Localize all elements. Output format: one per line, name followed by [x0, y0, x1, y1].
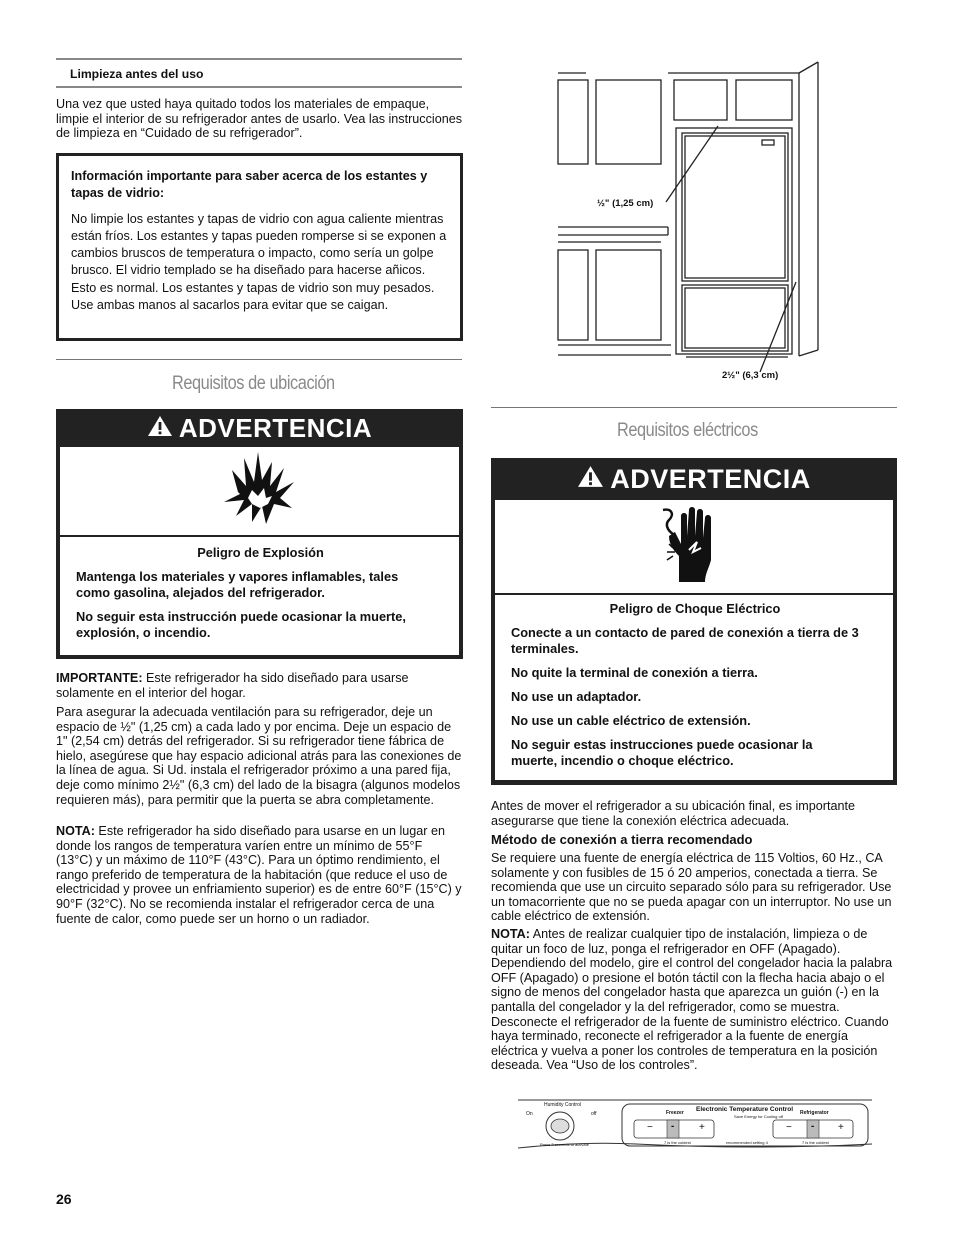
explosion-icon: [222, 452, 298, 531]
note-text: Este refrigerador ha sido diseñado para usarse en un lugar en donde los rangos de temperatura varíen entre un mínimo de 55°F (13°C) y un máximo de 110°F (43°C). Para un óptimo rendimiento, el rango preferido de temperatura de la habitación (que reduce el uso de electricidad y provee un enfriamiento superior) es de entre 60°F (15°C) y 90°F (32°C). No se recomienda instalar el refrigerador cerca de una fuente de calor, como puede ser un horno o un radiador.: [56, 824, 462, 926]
shock-warning-line1: Conecte a un contacto de pared de conexión a tierra de 3 terminales.: [511, 625, 859, 656]
refrigerator-minus-button[interactable]: −: [786, 1122, 792, 1133]
explosion-warning-body: [60, 537, 459, 655]
location-title: Requisitos de ubicación: [172, 373, 335, 394]
warning-header-text: ADVERTENCIA: [178, 412, 373, 443]
shock-warning-line5: No seguir estas instrucciones puede ocasionar la muerte, incendio o choque eléctrico.: [511, 737, 813, 768]
humidity-press-label: Press 3 seconds to activate: [540, 1142, 589, 1147]
warning-header: [493, 460, 895, 498]
refrigerator-plus-button[interactable]: +: [838, 1122, 844, 1133]
electrical-rule: [491, 407, 897, 408]
explosion-warning-line1: Mantenga los materiales y vapores inflamables, tales como gasolina, alejados del refrigerador.: [76, 569, 399, 600]
electric-shock-hand-icon: [659, 504, 729, 589]
shock-hazard-title: Peligro de Choque Eléctrico: [609, 601, 781, 616]
glass-info-box: [56, 153, 463, 341]
freezer-minus-button[interactable]: −: [647, 1122, 653, 1133]
freezer-display: -: [671, 1121, 675, 1132]
explosion-hazard-title: Peligro de Explosión: [197, 545, 324, 560]
note-label: NOTA:: [491, 927, 530, 941]
note-label: NOTA:: [56, 824, 95, 838]
shock-warning-line3: No use un adaptador.: [511, 689, 642, 704]
recommended-setting-note: recommended setting 4: [726, 1140, 768, 1145]
cleaning-heading: Limpieza antes del uso: [70, 67, 204, 81]
dimension-half-inch-label: ½" (1,25 cm): [597, 198, 654, 209]
etc-title: Electronic Temperature Control: [696, 1106, 794, 1113]
shock-warning-line2: No quite la terminal de conexión a tierra.: [511, 665, 758, 680]
shock-warning-body: [495, 595, 893, 780]
warning-header-text: ADVERTENCIA: [610, 463, 811, 494]
location-rule: [56, 359, 462, 360]
important-text: Este refrigerador ha sido diseñado para usarse solamente en el interior del hogar.: [56, 671, 409, 700]
refrigerator-coldest-note: 7 is the coldest: [802, 1140, 829, 1145]
power-off-note-paragraph: [491, 927, 897, 1073]
freezer-coldest-note: 7 is the coldest: [664, 1140, 691, 1145]
warning-header: [58, 411, 461, 445]
freezer-label: Freezer: [666, 1110, 684, 1116]
important-label: IMPORTANTE:: [56, 671, 143, 685]
explosion-warning: [56, 409, 463, 659]
note-text: Antes de realizar cualquier tipo de instalación, limpieza o de quitar un foco de luz, ponga el refrigerador en OFF (Apagado). Dependiendo del modelo, gire el control del congelador hacia la palabra OFF (Apagado) o presione el botón táctil con la flecha hacia abajo o el signo de menos del congelador hasta que aparezca un guión (-) en la pantalla del congelador y la del refrigerador, como se muestra. Desconecte el refrigerador de la fuente de suministro eléctrico. Cuando haya terminado, reconecte el refrigerador a la fuente de energía eléctrica y vuelva a poner los controles de temperatura en la posición deseada. Vea “Uso de los controles”.: [491, 927, 893, 1073]
glass-info-text: No limpie los estantes y tapas de vidrio con agua caliente mientras están fríos. Los estantes y tapas pueden romperse si se exponen a cambios bruscos de temperatura o impacto, como sería un golpe brusco. El vidrio templado se ha diseñado para hacerse añicos. Esto es normal. Los estantes y tapas de vidrio son muy pesados. Use ambas manos al sacarlos para evitar que se caigan.: [71, 211, 447, 313]
electrical-title: Requisitos eléctricos: [617, 420, 758, 441]
electric-shock-warning: [491, 458, 897, 785]
control-panel-illustration: [516, 1098, 874, 1150]
before-moving-paragraph: Antes de mover el refrigerador a su ubicación final, es importante asegurarse que tiene la conexión eléctrica adecuada.: [491, 799, 856, 828]
cleaning-text: Una vez que usted haya quitado todos los materiales de empaque, limpie el interior de su refrigerador antes de usarlo. Vea las instrucciones de limpieza en “Cuidado de su refrigerador”.: [56, 97, 463, 141]
explosion-icon-panel: [60, 445, 459, 535]
cleaning-rule-top: [56, 58, 462, 60]
refrigerator-clearance-illustration: [556, 60, 831, 385]
temperature-note-paragraph: [56, 824, 462, 926]
freezer-plus-button[interactable]: +: [699, 1122, 705, 1133]
explosion-warning-line2: No seguir esta instrucción puede ocasionar la muerte, explosión, o incendio.: [76, 609, 406, 640]
cleaning-rule-bottom: [56, 86, 462, 88]
shock-icon-panel: [495, 498, 893, 593]
warning-triangle-icon: [577, 464, 604, 495]
ventilation-paragraph: Para asegurar la adecuada ventilación para su refrigerador, deje un espacio de ½" (1,25 cm) a cada lado y por encima. Deje un espacio de 1" (2,54 cm) detrás del refrigerador. Si su refrigerador tiene fábrica de hielo, asegúrese que hay espacio adicional atrás para las conexiones de la línea de agua. Si Ud. instala el refrigerador próximo a una pared fija, deje como mínimo 2½" (6,3 cm) del lado de la bisagra (algunos modelos requieren más), para permitir que la puerta se abra completamente.: [56, 705, 462, 807]
glass-info-title: Información importante para saber acerca de los estantes y tapas de vidrio:: [71, 169, 428, 200]
save-energy-label: Save Energy for Cooling off: [734, 1114, 783, 1119]
refrigerator-label: Refrigerator: [800, 1110, 829, 1116]
shock-warning-line4: No use un cable eléctrico de extensión.: [511, 713, 751, 728]
grounding-paragraph: Se requiere una fuente de energía eléctrica de 115 Voltios, 60 Hz., CA solamente y con fusibles de 15 ó 20 amperios, conectada a tierra. Se recomienda que use un circuito separado sólo para su refrigerador. Use un tomacorriente que no se pueda apagar con un interruptor. No use un cable eléctrico de extensión.: [491, 851, 892, 924]
humidity-control-label: Humidity Control: [544, 1102, 581, 1108]
dimension-two-half-inch-label: 2½" (6,3 cm): [722, 370, 779, 381]
humidity-on-label: On: [526, 1111, 533, 1117]
important-paragraph: [56, 671, 462, 700]
refrigerator-display: -: [811, 1121, 815, 1132]
page-number: 26: [56, 1191, 72, 1207]
grounding-heading: Método de conexión a tierra recomendado: [491, 832, 753, 847]
warning-triangle-icon: [147, 413, 173, 444]
humidity-off-label: off: [591, 1111, 597, 1117]
